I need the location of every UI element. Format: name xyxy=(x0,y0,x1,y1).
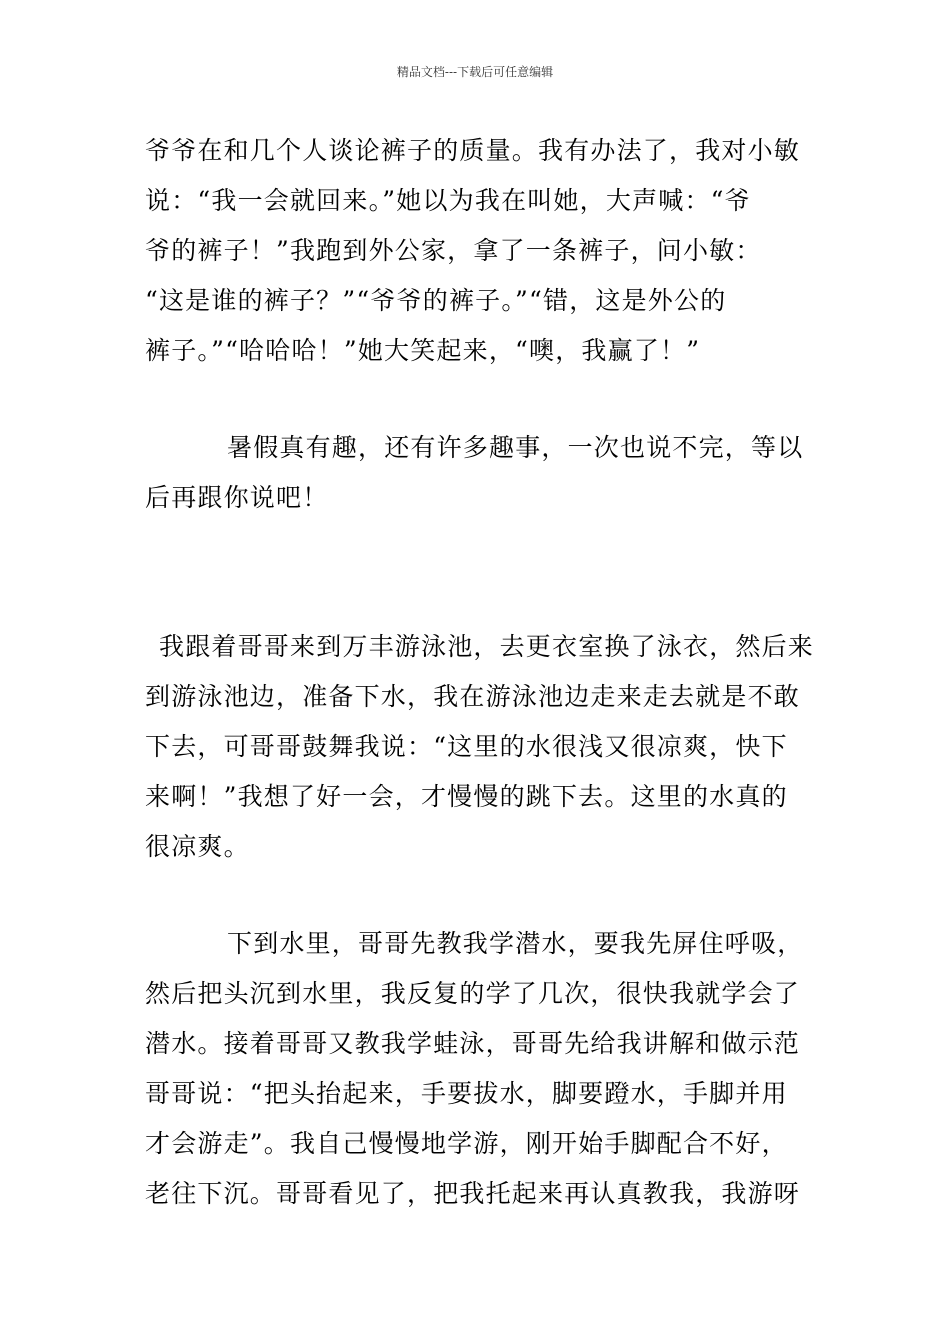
text-line: 下去，可哥哥鼓舞我说：“这里的水很浅又很凉爽，快下 xyxy=(145,732,788,761)
text-line: 说：“我一会就回来。”她以为我在叫她，大声喊：“爷 xyxy=(145,186,751,215)
paragraph-1 xyxy=(145,126,807,376)
text-line: 很凉爽。 xyxy=(145,832,250,861)
text-line: 我跟着哥哥来到万丰游泳池，去更衣室换了泳衣，然后来 xyxy=(159,632,815,661)
text-line: 暑假真有趣，还有许多趣事，一次也说不完，等以 xyxy=(227,433,804,462)
text-line: 来啊！”我想了好一会，才慢慢的跳下去。这里的水真的 xyxy=(145,782,788,811)
text-line: 下到水里，哥哥先教我学潜水，要我先屏住呼吸， xyxy=(227,929,804,958)
text-line: 哥哥说：“把头抬起来，手要拔水，脚要蹬水，手脚并用 xyxy=(145,1079,788,1108)
text-line: 然后把头沉到水里，我反复的学了几次，很快我就学会了 xyxy=(145,979,801,1008)
text-line: 裤子。”“哈哈哈！”她大笑起来，“噢，我赢了！” xyxy=(145,336,701,365)
text-line: 潜水。接着哥哥又教我学蛙泳，哥哥先给我讲解和做示范 xyxy=(145,1029,801,1058)
text-line: 才会游走”。我自己慢慢地学游，刚开始手脚配合不好， xyxy=(145,1129,788,1158)
page-header: 精品文档---下载后可任意编辑 xyxy=(396,65,554,79)
text-line: 到游泳池边，准备下水，我在游泳池边走来走去就是不敢 xyxy=(145,682,801,711)
text-line: 爷爷在和几个人谈论裤子的质量。我有办法了，我对小敏 xyxy=(145,136,801,165)
text-line: 爷的裤子！”我跑到外公家，拿了一条裤子，问小敏： xyxy=(145,236,762,265)
paragraph-2 xyxy=(145,423,807,523)
text-line: 后再跟你说吧！ xyxy=(145,483,329,512)
text-line: “这是谁的裤子？”“爷爷的裤子。”“错，这是外公的 xyxy=(145,286,727,315)
text-line: 老往下沉。哥哥看见了，把我托起来再认真教我，我游呀 xyxy=(145,1179,801,1208)
paragraph-3 xyxy=(145,622,815,872)
paragraph-4 xyxy=(145,919,807,1219)
